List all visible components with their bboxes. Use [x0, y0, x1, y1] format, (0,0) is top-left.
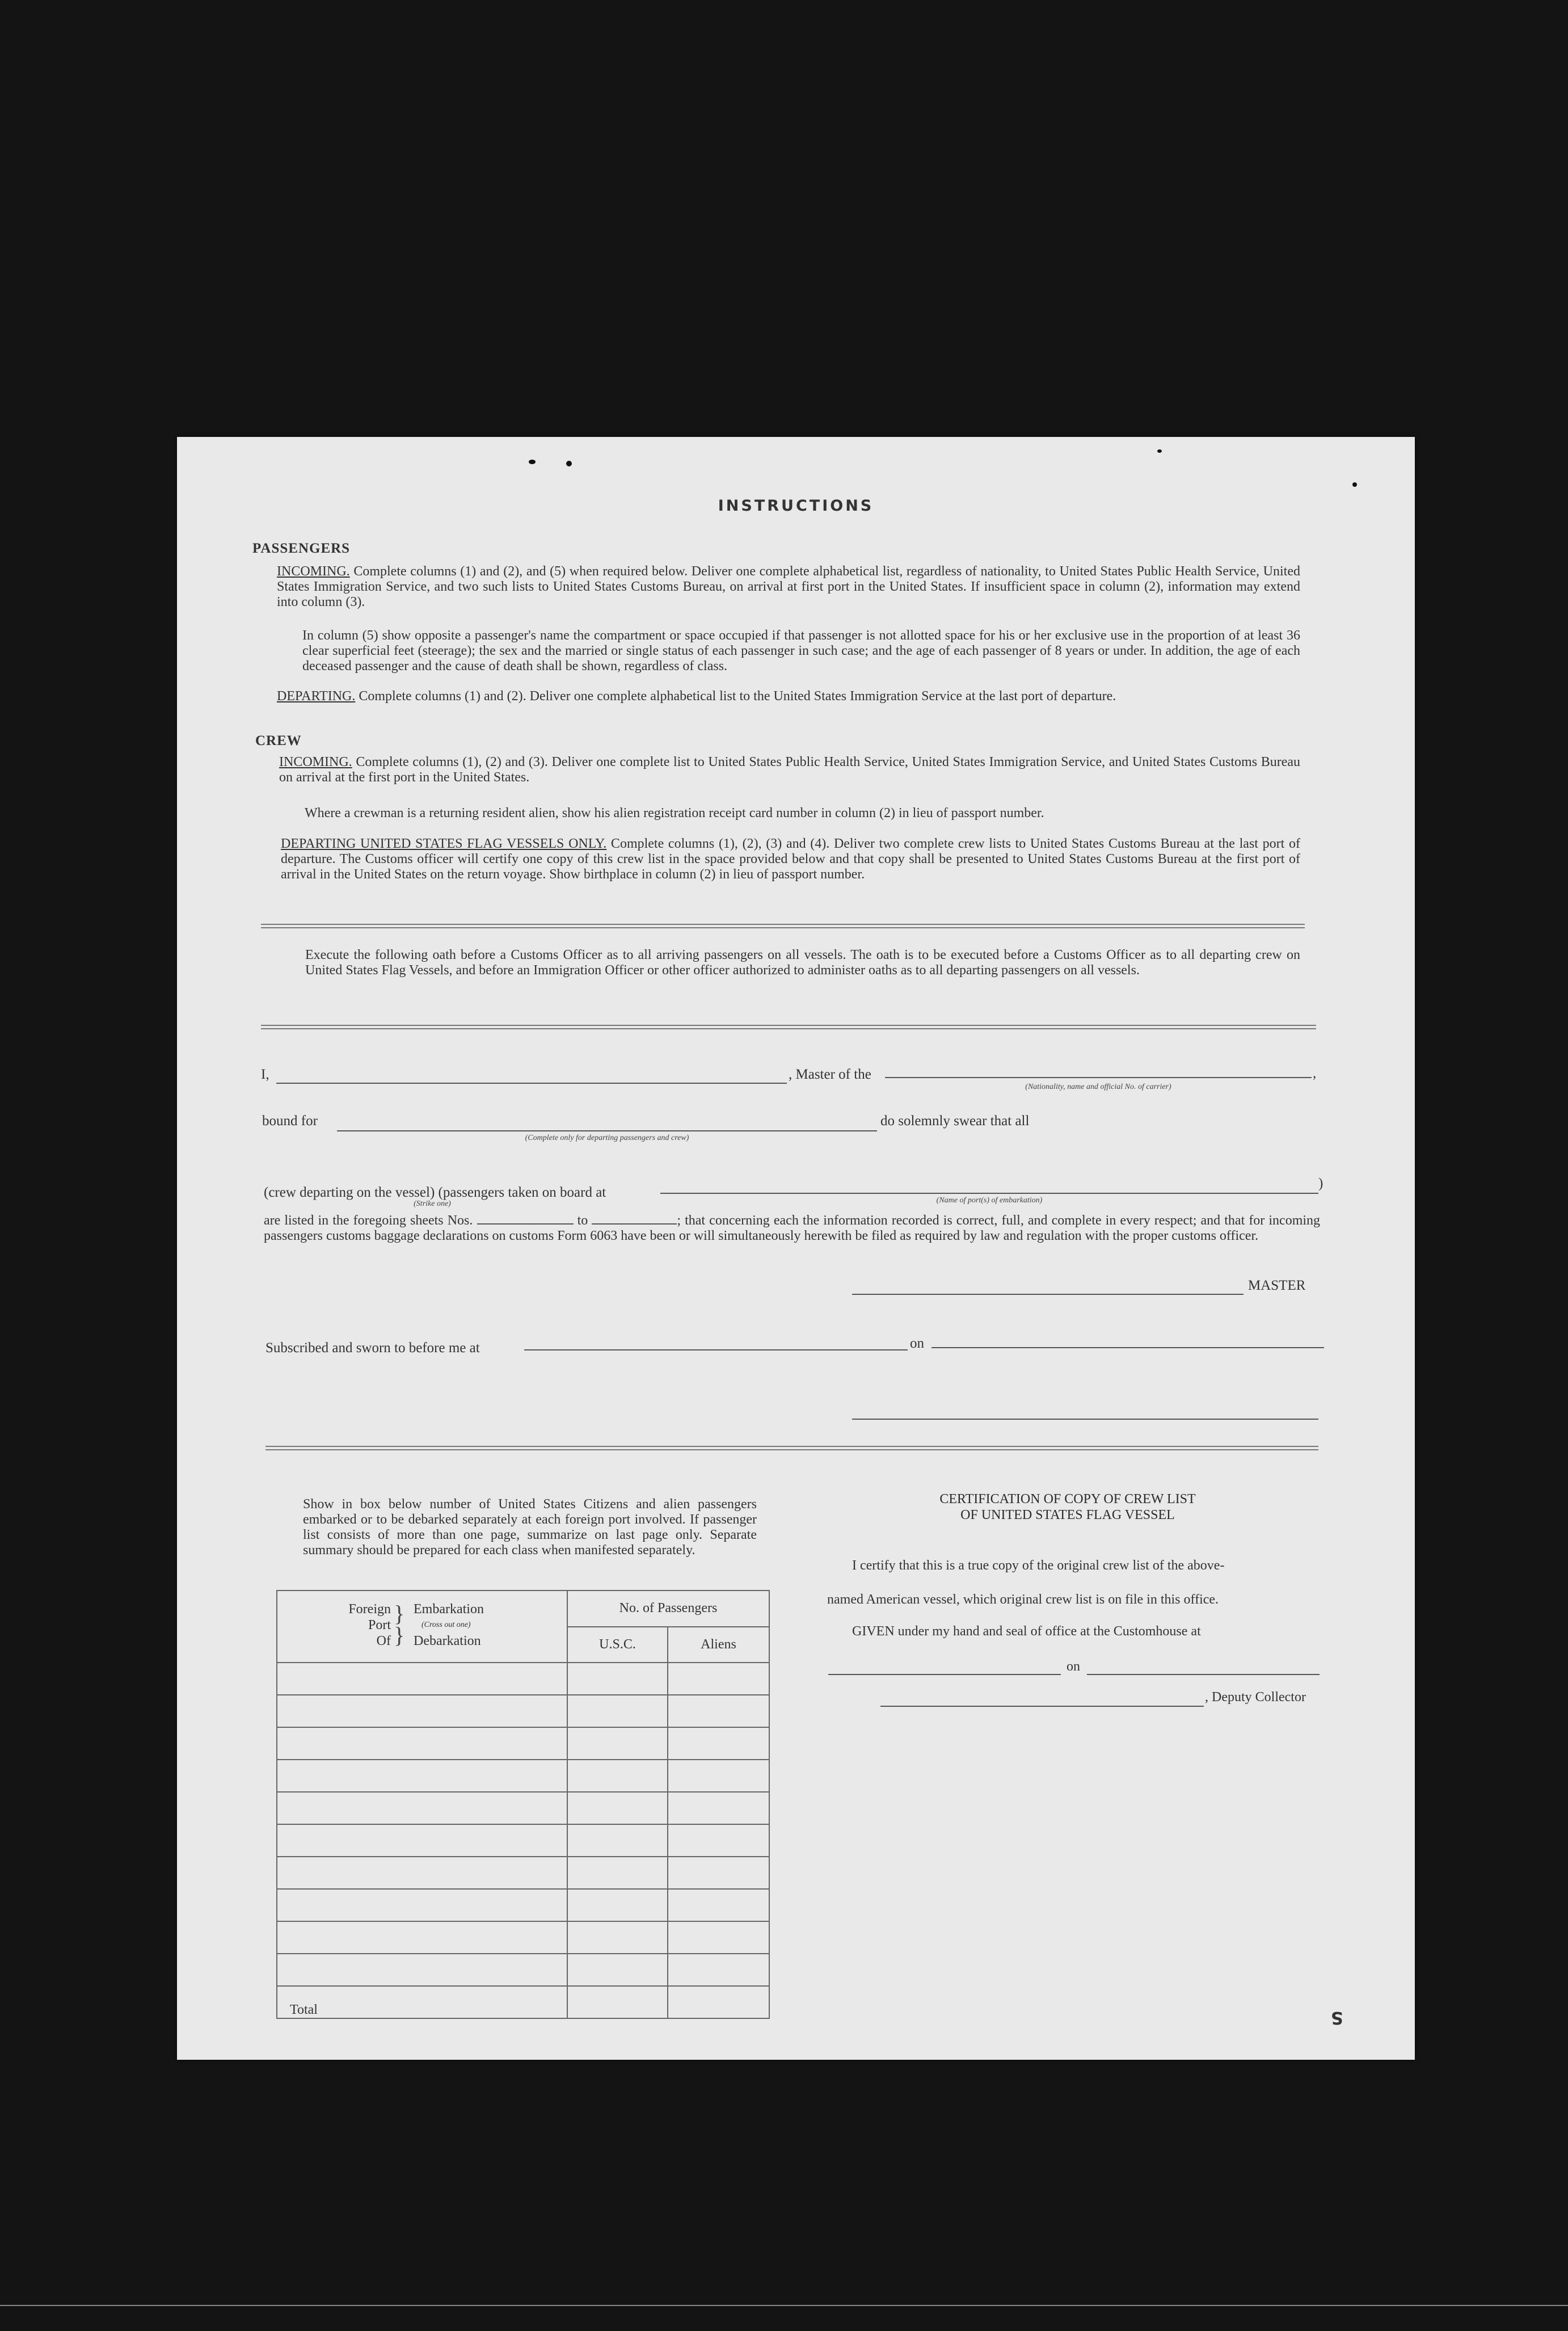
table-row [277, 1663, 769, 1695]
table-row [277, 1760, 769, 1792]
certification-on-label: on [1067, 1659, 1080, 1674]
bound-for-field[interactable] [337, 1130, 877, 1131]
usc-cell[interactable] [567, 1792, 668, 1824]
sheets-text: ; that concerning each the information recorded is correct, full, and complete in every respect; and that for incoming passengers customs baggage declarations on customs Form 6063 have been or will simultaneously herewith be filed as required by law and regulation with the proper customs officer. [264, 1213, 1321, 1243]
crew-heading: CREW [255, 733, 302, 748]
passengers-column5-paragraph: In column (5) show opposite a passenger's name the compartment or space occupied if that passenger is not allotted space for his or her exclusive use in the proportion of at least 36 clear superficial feet (steerage); the sex and the married or single status of each passenger in such case; and the age of each passenger of 8 years or under. In addition, the age of each deceased passenger and the cause of death shall be shown, regardless of class. [302, 628, 1300, 674]
passengers-departing-paragraph [277, 689, 1300, 704]
port-label: Port [368, 1618, 391, 1632]
usc-cell[interactable] [567, 1760, 668, 1792]
section-divider [261, 924, 1305, 928]
total-label: Total [277, 1986, 567, 2018]
table-row [277, 1857, 769, 1889]
aliens-cell[interactable] [668, 1760, 769, 1792]
speck [566, 461, 572, 466]
port-cell[interactable] [277, 1889, 567, 1921]
crew-incoming-text: Complete columns (1), (2) and (3). Deliver one complete list to United States Public Health Service, United States Immigration Service, and United States Customs Bureau on arrival at the first port in the United States. [279, 755, 1300, 785]
certify-text-2: named American vessel, which original crew list is on file in this office. [827, 1592, 1219, 1607]
comma: , [1313, 1066, 1317, 1081]
crew-crewman-paragraph: Where a crewman is a returning resident alien, show his alien registration receipt card number in column (2) in lieu of passport number. [305, 806, 1044, 821]
aliens-cell[interactable] [668, 1663, 769, 1695]
foreign-port-of [340, 1601, 391, 1649]
usc-header: U.S.C. [567, 1627, 668, 1663]
cross-out-label: (Cross out one) [421, 1621, 471, 1629]
certification-date-field[interactable] [1087, 1674, 1320, 1675]
officer-signature-field[interactable] [852, 1419, 1318, 1420]
port-of-embarkation-field[interactable] [660, 1193, 1318, 1194]
usc-cell[interactable] [567, 1921, 668, 1954]
total-row [277, 1986, 769, 2018]
certification-title [869, 1491, 1266, 1523]
nationality-caption: (Nationality, name and official No. of carrier) [1025, 1083, 1171, 1091]
total-aliens-cell[interactable] [668, 1986, 769, 2018]
right-brace: } [394, 1622, 405, 1648]
passengers-departing-text: Complete columns (1) and (2). Deliver one complete alphabetical list to the United States Immigration Service at the last port of departure. [355, 689, 1116, 704]
table-row [277, 1889, 769, 1921]
on-label: on [910, 1336, 924, 1351]
total-usc-cell[interactable] [567, 1986, 668, 2018]
port-caption: (Name of port(s) of embarkation) [936, 1196, 1043, 1205]
port-cell[interactable] [277, 1824, 567, 1857]
usc-cell[interactable] [567, 1663, 668, 1695]
sheets-to-field[interactable] [592, 1213, 677, 1225]
aliens-cell[interactable] [668, 1857, 769, 1889]
passengers-incoming-text: Complete columns (1) and (2), and (5) when required below. Deliver one complete alphabetical list, regardless of nationality, to United States Public Health Service, United States Immigration Service, and two such lists to United States Customs Bureau, on arrival at first port in the United States. If insufficient space in column (2), information may extend into column (3). [277, 564, 1300, 609]
aliens-cell[interactable] [668, 1889, 769, 1921]
master-of-label: , Master of the [789, 1067, 871, 1082]
page-title: INSTRUCTIONS [718, 497, 874, 515]
table-row [277, 1921, 769, 1954]
document-page [177, 437, 1415, 2060]
crew-incoming-lead: INCOMING. [279, 755, 352, 769]
oath-i-label: I, [261, 1067, 269, 1082]
port-header-cell [277, 1591, 567, 1663]
table-row [277, 1824, 769, 1857]
foreign-label: Foreign [348, 1602, 391, 1617]
sheets-from-field[interactable] [477, 1213, 574, 1225]
passengers-departing-lead: DEPARTING. [277, 689, 356, 704]
crew-departing-paragraph [281, 836, 1300, 882]
speck [1352, 482, 1357, 487]
port-cell[interactable] [277, 1954, 567, 1986]
passenger-summary-table [276, 1590, 770, 2019]
port-cell[interactable] [277, 1760, 567, 1792]
table-row [277, 1727, 769, 1760]
master-signature-field[interactable] [852, 1294, 1244, 1295]
crew-departing-text: Complete columns (1), (2), (3) and (4). Deliver two complete crew lists to United States Customs Bureau at the last port of departure. The Customs officer will certify one copy of this crew list in the space provided below and that copy shall be presented to United States Customs Bureau at the first port of arrival in the United States on the return voyage. Show birthplace in column (2) in lieu of passport number. [281, 836, 1300, 882]
embarkation-label: Embarkation [414, 1602, 484, 1617]
debarkation-label: Debarkation [414, 1634, 481, 1648]
sworn-place-field[interactable] [524, 1349, 908, 1350]
no-passengers-header: No. of Passengers [567, 1591, 769, 1627]
deputy-collector-signature-field[interactable] [880, 1706, 1204, 1707]
usc-cell[interactable] [567, 1857, 668, 1889]
usc-cell[interactable] [567, 1727, 668, 1760]
deputy-collector-label: , Deputy Collector [1205, 1690, 1306, 1705]
crew-incoming-paragraph [279, 755, 1300, 785]
port-cell[interactable] [277, 1727, 567, 1760]
speck [1157, 449, 1162, 453]
sheets-paragraph [264, 1213, 1320, 1244]
embark-debark [414, 1601, 484, 1649]
section-divider [265, 1446, 1318, 1450]
summary-instructions: Show in box below number of United States Citizens and alien passengers embarked or to be debarked separately at each foreign port involved. If passenger list consists of more than one page, summarize on last page only. Separate summary should be prepared for each class when manifested separately. [303, 1497, 757, 1558]
table-row [277, 1954, 769, 1986]
vessel-field[interactable] [885, 1077, 1312, 1078]
strike-caption: (Strike one) [414, 1200, 451, 1208]
aliens-cell[interactable] [668, 1954, 769, 1986]
bound-for-label: bound for [262, 1113, 318, 1129]
usc-cell[interactable] [567, 1695, 668, 1727]
port-cell[interactable] [277, 1921, 567, 1954]
port-cell[interactable] [277, 1857, 567, 1889]
sworn-date-field[interactable] [931, 1347, 1324, 1348]
aliens-cell[interactable] [668, 1792, 769, 1824]
of-label: Of [376, 1634, 391, 1648]
usc-cell[interactable] [567, 1824, 668, 1857]
to-label: to [577, 1213, 588, 1228]
usc-cell[interactable] [567, 1954, 668, 1986]
aliens-cell[interactable] [668, 1921, 769, 1954]
aliens-header: Aliens [668, 1627, 769, 1663]
port-cell[interactable] [277, 1663, 567, 1695]
film-edge-line [0, 2305, 1568, 2306]
table-row [277, 1792, 769, 1824]
crew-departing-lead: DEPARTING UNITED STATES FLAG VESSELS ONLY. [281, 836, 607, 851]
aliens-cell[interactable] [668, 1695, 769, 1727]
port-cell[interactable] [277, 1792, 567, 1824]
oath-instructions: Execute the following oath before a Customs Officer as to all arriving passengers on all vessels. The oath is to be executed before a Customs Officer as to all departing crew on United States Flag Vessels, and before an Immigration Officer or other officer authorized to administer oaths as to all departing passengers on all vessels. [305, 948, 1300, 978]
certification-title-line1: CERTIFICATION OF COPY OF CREW LIST [939, 1492, 1196, 1507]
bound-caption: (Complete only for departing passengers and crew) [525, 1134, 689, 1142]
sheets-label: are listed in the foregoing sheets Nos. [264, 1213, 473, 1228]
certify-text-1: I certify that this is a true copy of the original crew list of the above- [852, 1558, 1225, 1573]
aliens-cell[interactable] [668, 1727, 769, 1760]
passengers-heading: PASSENGERS [252, 541, 351, 556]
crew-departing-label: (crew departing on the vessel) (passengers taken on board at [264, 1185, 606, 1200]
aliens-cell[interactable] [668, 1824, 769, 1857]
page-mark: S [1331, 2008, 1343, 2027]
port-cell[interactable] [277, 1695, 567, 1727]
given-text: GIVEN under my hand and seal of office at the Customhouse at [852, 1624, 1201, 1639]
certification-title-line2: OF UNITED STATES FLAG VESSEL [960, 1508, 1175, 1522]
master-name-field[interactable] [276, 1083, 787, 1084]
passengers-incoming-paragraph [277, 564, 1300, 610]
speck [529, 460, 536, 464]
solemnly-label: do solemnly swear that all [880, 1113, 1030, 1129]
left-brace: } [394, 1601, 405, 1626]
customhouse-field[interactable] [828, 1674, 1061, 1675]
port-header [277, 1591, 567, 1662]
master-label: MASTER [1248, 1278, 1306, 1293]
passengers-incoming-lead: INCOMING. [277, 564, 350, 579]
subscribed-label: Subscribed and sworn to before me at [265, 1340, 480, 1356]
section-divider [261, 1025, 1316, 1029]
close-paren: ) [1318, 1176, 1323, 1191]
table-row [277, 1695, 769, 1727]
usc-cell[interactable] [567, 1889, 668, 1921]
